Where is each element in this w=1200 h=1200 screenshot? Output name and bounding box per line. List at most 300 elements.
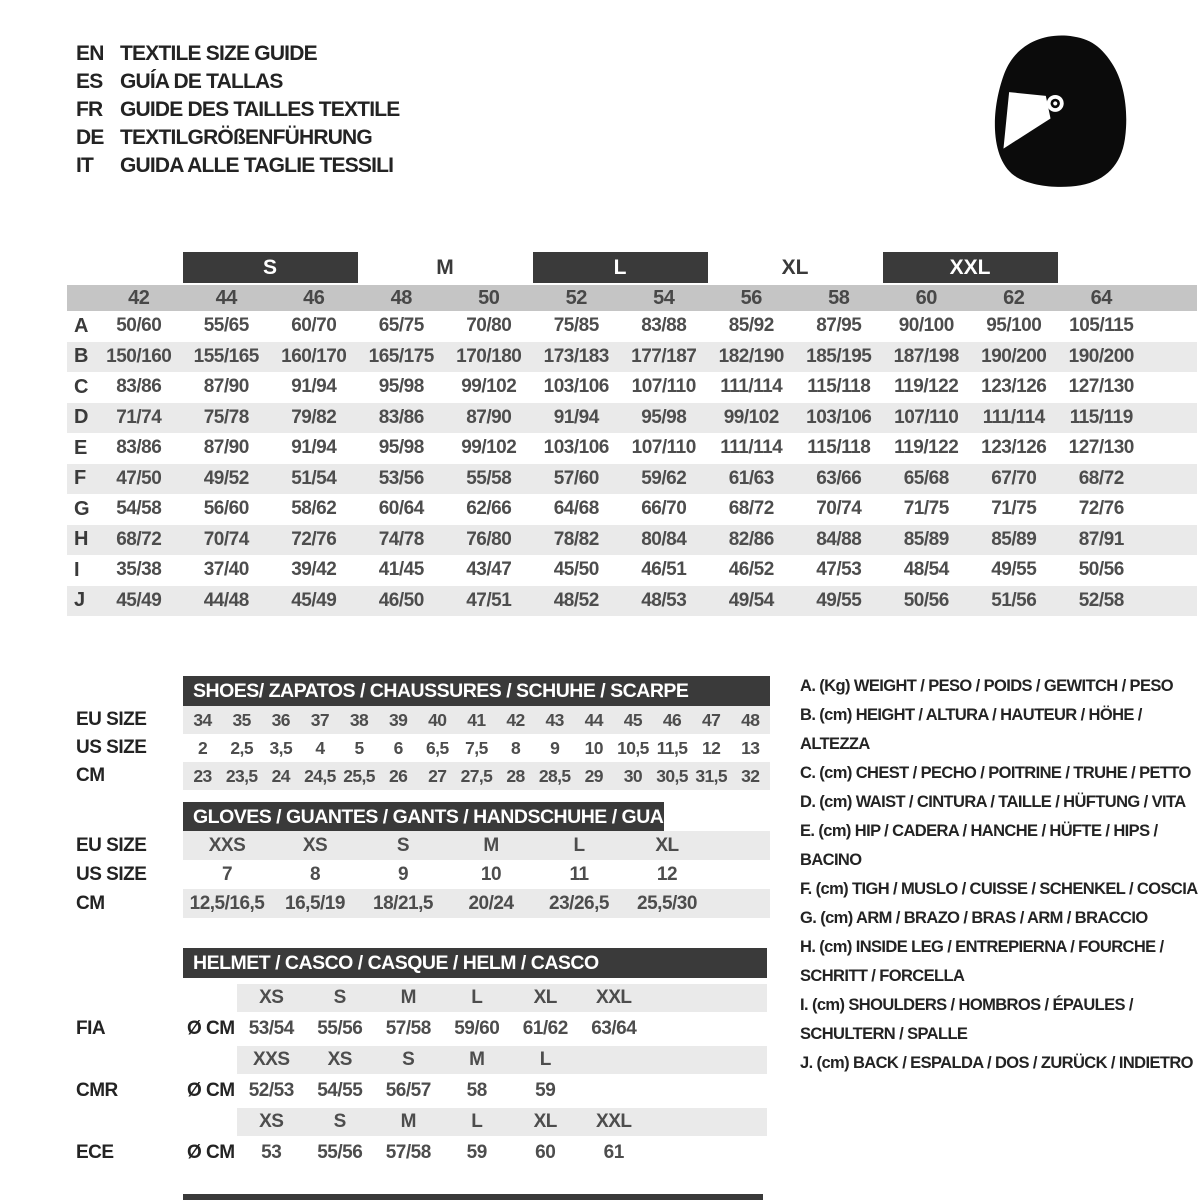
size-group-s: S — [183, 252, 358, 283]
gloves-header-bar: GLOVES / GUANTES / GANTS / HANDSCHUHE / GUANTI — [183, 802, 664, 832]
size-value-cell: 78/82 — [553, 528, 599, 550]
size-value-cell: 95/98 — [378, 376, 424, 398]
legend-item: F. (cm) TIGH / MUSLO / CUISSE / SCHENKEL / COSCIA — [800, 880, 1198, 898]
table-row — [67, 525, 1197, 556]
shoes-table — [183, 706, 770, 790]
helmet-size-cell: M — [400, 987, 416, 1008]
guide-title: GUÍA DE TALLAS — [120, 70, 283, 93]
helmet-size-cell: XS — [259, 1111, 284, 1132]
helmet-size-cell: M — [469, 1049, 485, 1070]
table-row — [183, 831, 770, 860]
shoe-size-cell: 2 — [197, 737, 208, 758]
shoe-size-cell: 23 — [193, 765, 212, 786]
size-value-cell: 87/95 — [816, 315, 862, 337]
size-value-cell: 48/52 — [553, 589, 599, 611]
size-value-cell: 99/102 — [461, 437, 517, 459]
helmet-value-cell: 54/55 — [317, 1080, 363, 1101]
size-value-cell: 68/72 — [116, 528, 162, 550]
size-value-cell: 91/94 — [291, 376, 337, 398]
shoe-size-cell: 42 — [506, 709, 525, 730]
size-value-cell: 95/98 — [641, 406, 687, 428]
size-value-cell: 103/106 — [543, 437, 609, 459]
row-letter: B — [74, 345, 89, 368]
size-value-cell: 59/62 — [641, 467, 687, 489]
numeric-size-cell: 42 — [128, 286, 150, 309]
legend-item: C. (cm) CHEST / PECHO / POITRINE / TRUHE / PETTO — [800, 764, 1191, 782]
size-value-cell: 105/115 — [1069, 315, 1134, 337]
table-row — [183, 706, 770, 734]
size-value-cell: 87/90 — [203, 376, 249, 398]
guide-title: TEXTILE SIZE GUIDE — [120, 42, 317, 65]
size-value-cell: 49/55 — [816, 589, 862, 611]
language-code: IT — [76, 154, 94, 177]
size-value-cell: 46/51 — [641, 559, 687, 581]
shoe-size-cell: 46 — [662, 709, 682, 730]
helmet-value-cell: 53/54 — [248, 1018, 294, 1039]
shoe-size-cell: 44 — [584, 709, 603, 730]
size-value-cell: 95/100 — [986, 315, 1042, 337]
size-value-cell: 71/75 — [903, 498, 949, 520]
size-value-cell: 41/45 — [378, 559, 424, 581]
shoe-size-cell: 9 — [550, 737, 560, 758]
numeric-size-cell: 48 — [390, 286, 412, 309]
shoe-size-cell: 23,5 — [225, 765, 258, 786]
size-value-cell: 63/66 — [816, 467, 862, 489]
shoe-size-cell: 37 — [310, 709, 330, 730]
helmet-value-row — [183, 1074, 767, 1108]
size-value-cell: 60/64 — [378, 498, 424, 520]
table-row — [67, 464, 1197, 495]
table-row — [67, 433, 1197, 464]
glove-size-cell: 20/24 — [468, 892, 514, 914]
standard-label-fia: FIA — [76, 1018, 106, 1039]
helmet-value-cell: 58 — [466, 1080, 487, 1101]
glove-size-cell: 25,5/30 — [637, 892, 697, 914]
glove-size-cell: 23/26,5 — [549, 892, 609, 914]
shoes-header-bar: SHOES/ ZAPATOS / CHAUSSURES / SCHUHE / SCARPE — [183, 676, 770, 706]
size-value-cell: 68/72 — [728, 498, 774, 520]
shoe-size-cell: 11,5 — [656, 737, 688, 758]
size-value-cell: 45/50 — [553, 559, 599, 581]
language-list — [76, 40, 399, 180]
helmet-size-cell: L — [471, 1111, 483, 1132]
table-row — [183, 889, 770, 918]
size-value-cell: 65/75 — [378, 315, 424, 337]
size-value-cell: 103/106 — [806, 406, 872, 428]
size-value-cell: 55/65 — [203, 315, 249, 337]
glove-size-cell: S — [396, 834, 410, 856]
row-letter: A — [74, 314, 89, 337]
row-letter: J — [74, 589, 86, 612]
size-value-cell: 52/58 — [1078, 589, 1124, 611]
shoe-size-cell: 41 — [467, 709, 486, 730]
helmet-value-row — [183, 1136, 767, 1170]
size-value-cell: 127/130 — [1068, 437, 1134, 459]
language-row — [76, 152, 399, 180]
helmet-size-row — [237, 984, 767, 1012]
guide-title: GUIDE DES TAILLES TEXTILE — [120, 98, 400, 121]
helmet-size-cell: XXS — [252, 1049, 290, 1070]
size-value-cell: 65/68 — [903, 467, 949, 489]
size-value-cell: 70/80 — [466, 315, 512, 337]
legend-item: J. (cm) BACK / ESPALDA / DOS / ZURÜCK / INDIETRO — [800, 1054, 1193, 1072]
size-value-cell: 60/70 — [291, 315, 337, 337]
shoes-row-label-us-size: US SIZE — [76, 737, 147, 758]
size-value-cell: 66/70 — [641, 498, 687, 520]
size-value-cell: 48/53 — [641, 589, 687, 611]
size-value-cell: 95/98 — [378, 437, 424, 459]
size-value-cell: 91/94 — [553, 406, 599, 428]
helmet-size-cell: XS — [259, 987, 284, 1008]
legend-item: D. (cm) WAIST / CINTURA / TAILLE / HÜFTUNG / VITA — [800, 793, 1186, 811]
size-value-cell: 46/52 — [728, 559, 774, 581]
shoe-size-cell: 27,5 — [460, 765, 493, 786]
legend-item: H. (cm) INSIDE LEG / ENTREPIERNA / FOURCHE / SCHRITT / FORCELLA — [800, 938, 1164, 985]
size-value-cell: 57/60 — [553, 467, 599, 489]
helmet-value-cell: 61/62 — [522, 1018, 568, 1039]
size-value-cell: 61/63 — [728, 467, 774, 489]
table-row — [67, 311, 1197, 342]
size-value-cell: 37/40 — [203, 559, 249, 581]
size-value-cell: 99/102 — [723, 406, 779, 428]
helmet-size-cell: S — [333, 987, 346, 1008]
gloves-row-label-cm: CM — [76, 893, 105, 914]
row-letter: F — [74, 467, 87, 490]
row-letter: G — [74, 497, 90, 520]
helmet-value-cell: 56/57 — [385, 1080, 431, 1101]
table-row — [183, 762, 770, 790]
table-row — [67, 555, 1197, 586]
size-value-cell: 90/100 — [898, 315, 954, 337]
size-value-cell: 39/42 — [291, 559, 337, 581]
helmet-value-cell: 61 — [603, 1142, 624, 1163]
size-value-cell: 51/54 — [291, 467, 337, 489]
size-value-cell: 107/110 — [631, 437, 696, 459]
shoe-size-cell: 10,5 — [617, 737, 649, 758]
size-value-cell: 160/170 — [281, 345, 347, 367]
size-value-cell: 43/47 — [466, 559, 512, 581]
size-value-cell: 71/74 — [116, 406, 162, 428]
legend-item: B. (cm) HEIGHT / ALTURA / HAUTEUR / HÖHE / ALTEZZA — [800, 706, 1142, 753]
size-value-cell: 83/88 — [641, 315, 687, 337]
size-value-cell: 53/56 — [378, 467, 424, 489]
helmet-size-cell: XS — [327, 1049, 352, 1070]
shoe-size-cell: 24 — [271, 765, 290, 786]
size-value-cell: 111/114 — [982, 406, 1045, 428]
size-value-cell: 107/110 — [894, 406, 959, 428]
unit-label: Ø CM — [187, 1142, 235, 1163]
helmet-icon — [983, 30, 1135, 190]
size-value-cell: 44/48 — [203, 589, 249, 611]
helmet-size-cell: XL — [533, 1111, 557, 1132]
numeric-size-cell: 46 — [303, 286, 325, 309]
legend-item: G. (cm) ARM / BRAZO / BRAS / ARM / BRACCIO — [800, 909, 1148, 927]
size-value-cell: 115/118 — [807, 437, 871, 459]
size-value-cell: 74/78 — [378, 528, 424, 550]
size-value-cell: 76/80 — [466, 528, 512, 550]
size-value-cell: 47/51 — [466, 589, 512, 611]
helmet-value-cell: 52/53 — [248, 1080, 294, 1101]
guide-title: GUIDA ALLE TAGLIE TESSILI — [120, 154, 394, 177]
size-value-cell: 50/60 — [116, 315, 162, 337]
shoe-size-cell: 5 — [354, 737, 364, 758]
size-value-cell: 87/90 — [466, 406, 512, 428]
size-group-xl: XL — [781, 256, 809, 279]
size-value-cell: 45/49 — [291, 589, 337, 611]
cropped-section-bar — [183, 1194, 763, 1200]
legend-list — [800, 672, 1198, 1078]
size-value-cell: 85/89 — [991, 528, 1037, 550]
helmet-value-cell: 55/56 — [317, 1018, 363, 1039]
numeric-size-cell: 56 — [740, 286, 762, 309]
shoe-size-cell: 43 — [545, 709, 564, 730]
size-value-cell: 150/160 — [106, 345, 172, 367]
size-value-cell: 70/74 — [816, 498, 862, 520]
numeric-size-cell: 58 — [828, 286, 850, 309]
size-value-cell: 190/200 — [1068, 345, 1134, 367]
size-value-cell: 48/54 — [903, 559, 949, 581]
size-value-cell: 80/84 — [641, 528, 687, 550]
helmet-header-bar: HELMET / CASCO / CASQUE / HELM / CASCO — [183, 948, 767, 978]
size-value-cell: 182/190 — [718, 345, 784, 367]
size-value-cell: 55/58 — [466, 467, 512, 489]
size-value-cell: 111/114 — [720, 437, 783, 459]
legend-item: I. (cm) SHOULDERS / HOMBROS / ÉPAULES / SCHULTERN / SPALLE — [800, 996, 1133, 1043]
helmet-size-cell: XXL — [596, 1111, 632, 1132]
shoe-size-cell: 10 — [584, 737, 603, 758]
helmet-size-cell: L — [539, 1049, 551, 1070]
helmet-value-cell: 59/60 — [454, 1018, 500, 1039]
size-value-cell: 87/90 — [203, 437, 249, 459]
size-value-cell: 170/180 — [456, 345, 522, 367]
legend-item: A. (Kg) WEIGHT / PESO / POIDS / GEWITCH / PESO — [800, 677, 1174, 695]
helmet-size-row — [237, 1046, 767, 1074]
row-letter: I — [74, 558, 80, 581]
numeric-size-cell: 44 — [215, 286, 237, 309]
gloves-table — [183, 831, 770, 918]
numeric-size-band — [67, 285, 1197, 311]
standard-label-cmr: CMR — [76, 1080, 118, 1101]
size-value-cell: 115/119 — [1069, 406, 1133, 428]
size-value-cell: 83/86 — [116, 437, 162, 459]
row-letter: E — [74, 436, 88, 459]
shoe-size-cell: 34 — [193, 709, 212, 730]
size-group-row — [67, 252, 1197, 285]
size-value-cell: 99/102 — [461, 376, 517, 398]
shoe-size-cell: 36 — [271, 709, 290, 730]
size-value-cell: 85/89 — [903, 528, 949, 550]
size-value-cell: 35/38 — [116, 559, 162, 581]
glove-size-cell: 12,5/16,5 — [189, 892, 265, 914]
size-value-cell: 119/122 — [894, 437, 959, 459]
size-value-cell: 83/86 — [378, 406, 424, 428]
shoe-size-cell: 24,5 — [304, 765, 336, 786]
glove-size-cell: 16,5/19 — [285, 892, 345, 914]
size-value-cell: 87/91 — [1078, 528, 1124, 550]
helmet-value-cell: 59 — [466, 1142, 487, 1163]
shoe-size-cell: 4 — [315, 737, 325, 758]
size-value-cell: 50/56 — [903, 589, 949, 611]
size-value-cell: 127/130 — [1068, 376, 1134, 398]
shoe-size-cell: 35 — [232, 709, 251, 730]
glove-size-cell: L — [573, 834, 585, 856]
size-value-cell: 58/62 — [291, 498, 337, 520]
language-code: FR — [76, 98, 103, 121]
row-letter: D — [74, 406, 89, 429]
guide-title: TEXTILGRÖßENFÜHRUNG — [120, 126, 372, 149]
size-value-cell: 45/49 — [116, 589, 162, 611]
glove-size-cell: 18/21,5 — [373, 892, 433, 914]
size-value-cell: 62/66 — [466, 498, 512, 520]
size-value-cell: 54/58 — [116, 498, 162, 520]
glove-size-cell: M — [483, 834, 499, 856]
helmet-size-cell: S — [333, 1111, 346, 1132]
row-letter: C — [74, 375, 89, 398]
helmet-size-cell: M — [400, 1111, 416, 1132]
helmet-table — [183, 984, 767, 1170]
language-row — [76, 96, 399, 124]
row-letter: H — [74, 528, 89, 551]
size-value-cell: 49/54 — [728, 589, 774, 611]
shoe-size-cell: 31,5 — [695, 765, 728, 786]
size-value-cell: 103/106 — [543, 376, 609, 398]
helmet-value-cell: 53 — [261, 1142, 282, 1163]
shoe-size-cell: 48 — [741, 709, 760, 730]
size-value-cell: 49/52 — [203, 467, 249, 489]
size-value-cell: 187/198 — [893, 345, 959, 367]
shoes-row-label-cm: CM — [76, 765, 105, 786]
language-row — [76, 68, 399, 96]
helmet-size-cell: S — [402, 1049, 415, 1070]
glove-size-cell: 11 — [569, 863, 589, 885]
helmet-value-cell: 57/58 — [385, 1142, 431, 1163]
helmet-value-cell: 59 — [535, 1080, 556, 1101]
size-value-cell: 46/50 — [378, 589, 424, 611]
shoe-size-cell: 40 — [428, 709, 447, 730]
shoe-size-cell: 32 — [741, 765, 760, 786]
gloves-row-label-eu-size: EU SIZE — [76, 835, 147, 856]
gloves-row-label-us-size: US SIZE — [76, 864, 147, 885]
size-value-cell: 47/50 — [116, 467, 162, 489]
helmet-size-cell: XXL — [596, 987, 632, 1008]
shoe-size-cell: 13 — [741, 737, 760, 758]
size-value-cell: 83/86 — [116, 376, 162, 398]
shoe-size-cell: 45 — [623, 709, 643, 730]
shoe-size-cell: 7,5 — [465, 737, 488, 758]
glove-size-cell: XXS — [208, 834, 246, 856]
helmet-value-cell: 63/64 — [591, 1018, 637, 1039]
shoe-size-cell: 30,5 — [656, 765, 688, 786]
standard-label-ece: ECE — [76, 1142, 114, 1163]
shoe-size-cell: 6,5 — [426, 737, 449, 758]
shoe-size-cell: 29 — [584, 765, 603, 786]
shoe-size-cell: 28,5 — [538, 765, 571, 786]
size-value-cell: 107/110 — [631, 376, 696, 398]
size-value-cell: 79/82 — [291, 406, 337, 428]
numeric-size-cell: 64 — [1090, 286, 1112, 309]
shoe-size-cell: 3,5 — [269, 737, 293, 758]
size-value-cell: 70/74 — [203, 528, 249, 550]
size-value-cell: 165/175 — [368, 345, 434, 367]
language-code: EN — [76, 42, 104, 65]
glove-size-cell: XS — [302, 834, 328, 856]
numeric-size-cell: 54 — [653, 286, 675, 309]
size-value-cell: 123/126 — [981, 376, 1047, 398]
size-value-cell: 84/88 — [816, 528, 862, 550]
shoe-size-cell: 27 — [428, 765, 447, 786]
glove-size-cell: XL — [655, 834, 679, 856]
racing-helmet-icon — [983, 30, 1135, 190]
size-value-cell: 64/68 — [553, 498, 599, 520]
glove-size-cell: 9 — [397, 863, 409, 885]
size-value-cell: 115/118 — [807, 376, 871, 398]
size-value-cell: 119/122 — [894, 376, 959, 398]
shoe-size-cell: 12 — [702, 737, 721, 758]
language-code: DE — [76, 126, 104, 149]
shoe-size-cell: 26 — [389, 765, 408, 786]
size-value-cell: 75/85 — [553, 315, 599, 337]
size-value-cell: 75/78 — [203, 406, 249, 428]
glove-size-cell: 7 — [221, 863, 233, 885]
shoe-size-cell: 28 — [506, 765, 525, 786]
helmet-size-row — [237, 1108, 767, 1136]
shoes-row-label-eu-size: EU SIZE — [76, 709, 147, 730]
table-row — [67, 494, 1197, 525]
size-value-cell: 50/56 — [1078, 559, 1124, 581]
shoe-size-cell: 25,5 — [343, 765, 375, 786]
size-value-cell: 111/114 — [720, 376, 783, 398]
size-value-cell: 56/60 — [203, 498, 249, 520]
main-table-body — [67, 311, 1197, 616]
size-value-cell: 177/187 — [631, 345, 697, 367]
table-row — [67, 342, 1197, 373]
numeric-size-cell: 60 — [915, 286, 937, 309]
glove-size-cell: 8 — [309, 863, 321, 885]
unit-label: Ø CM — [187, 1080, 235, 1101]
size-value-cell: 68/72 — [1078, 467, 1124, 489]
size-value-cell: 71/75 — [991, 498, 1037, 520]
table-row — [67, 372, 1197, 403]
unit-label: Ø CM — [187, 1018, 235, 1039]
table-row — [67, 586, 1197, 617]
table-row — [67, 403, 1197, 434]
shoe-size-cell: 47 — [702, 709, 721, 730]
size-value-cell: 185/195 — [806, 345, 872, 367]
size-value-cell: 123/126 — [981, 437, 1047, 459]
helmet-value-cell: 57/58 — [385, 1018, 431, 1039]
numeric-size-cell: 62 — [1003, 286, 1025, 309]
shoe-size-cell: 2,5 — [230, 737, 253, 758]
language-code: ES — [76, 70, 103, 93]
size-value-cell: 173/183 — [543, 345, 609, 367]
glove-size-cell: 10 — [480, 863, 502, 885]
table-row — [183, 860, 770, 889]
shoe-size-cell: 39 — [389, 709, 408, 730]
size-value-cell: 49/55 — [991, 559, 1037, 581]
size-value-cell: 190/200 — [981, 345, 1047, 367]
shoe-size-cell: 6 — [393, 737, 403, 758]
numeric-size-cell: 50 — [478, 286, 500, 309]
size-group-l: L — [533, 252, 708, 283]
size-group-xxl: XXL — [883, 252, 1058, 283]
helmet-value-row — [183, 1012, 767, 1046]
table-row — [183, 734, 770, 762]
size-value-cell: 67/70 — [991, 467, 1037, 489]
shoe-size-cell: 30 — [623, 765, 643, 786]
helmet-value-cell: 55/56 — [317, 1142, 363, 1163]
numeric-size-cell: 52 — [565, 286, 587, 309]
shoe-size-cell: 38 — [349, 709, 369, 730]
